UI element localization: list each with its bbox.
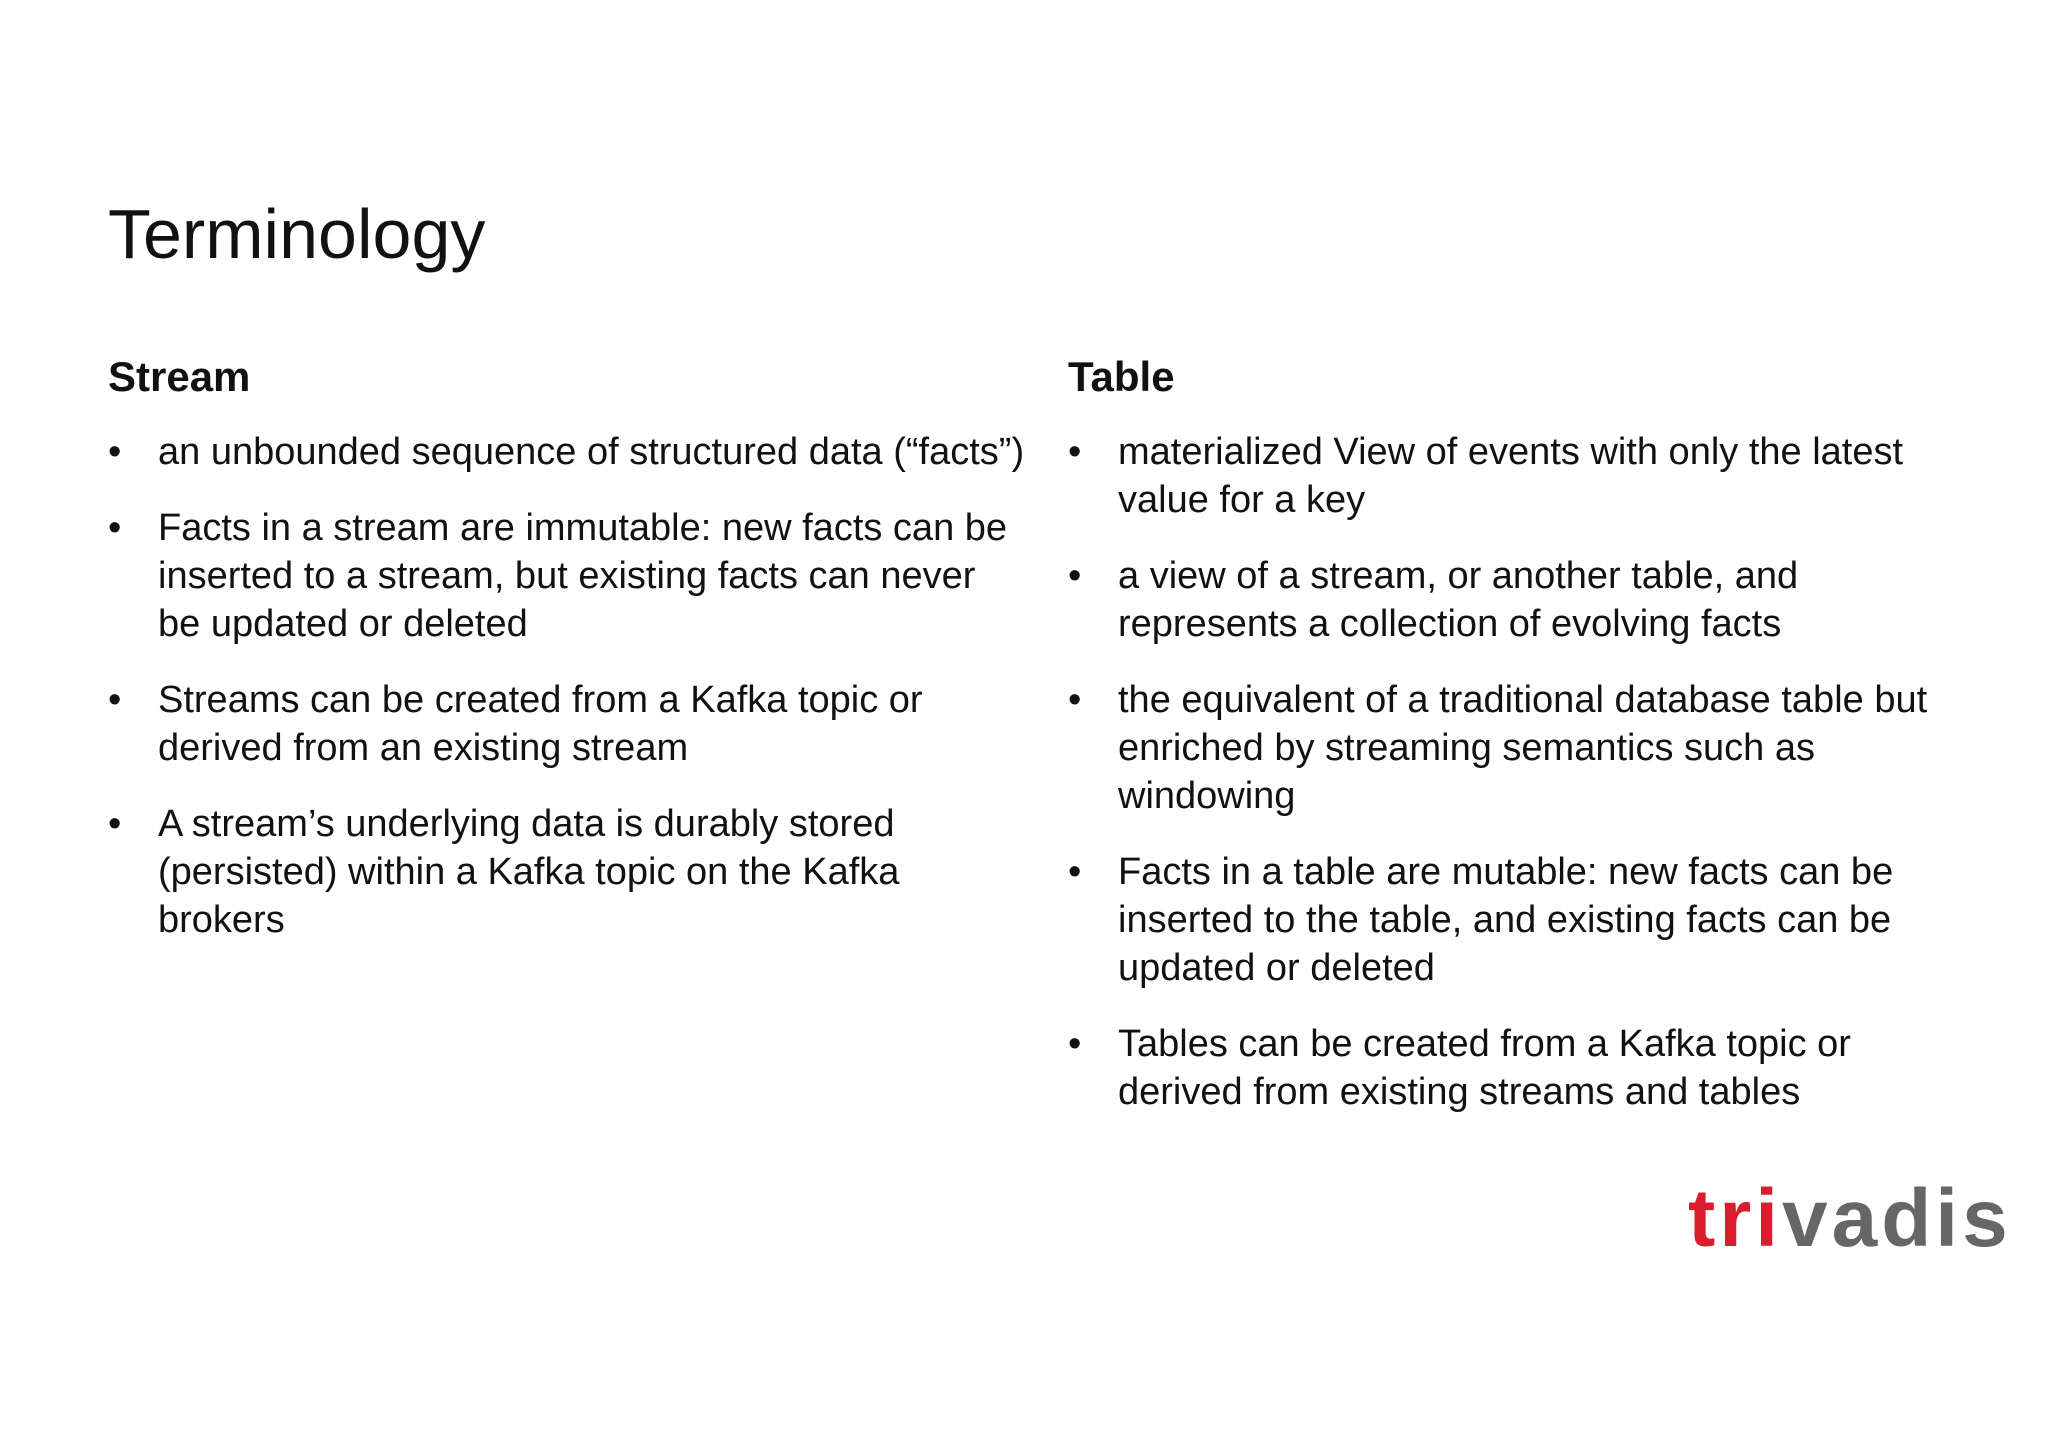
list-item xyxy=(1068,848,1968,992)
table-column xyxy=(1068,352,1968,1144)
list-item xyxy=(108,504,1028,648)
page-title: Terminology xyxy=(108,195,486,273)
list-item-text: Tables can be created from a Kafka topic or derived from existing streams and tables xyxy=(1118,1023,1851,1114)
list-item-text: the equivalent of a traditional database table but enriched by streaming semantics such as windowing xyxy=(1118,679,1928,818)
trivadis-logo xyxy=(1688,1173,2012,1264)
bullet-icon: • xyxy=(1068,1023,1082,1066)
bullet-icon: • xyxy=(108,431,122,474)
bullet-icon: • xyxy=(1068,555,1082,598)
list-item-text: a view of a stream, or another table, and represents a collection of evolving facts xyxy=(1118,555,1799,646)
stream-heading: Stream xyxy=(108,353,251,400)
list-item-text: A stream’s underlying data is durably stored (persisted) within a Kafka topic on the Kafka brokers xyxy=(158,803,900,942)
table-list xyxy=(1068,428,1968,1116)
list-item xyxy=(1068,1020,1968,1116)
list-item xyxy=(1068,552,1968,648)
logo-part-red: tri xyxy=(1688,1173,1782,1264)
list-item xyxy=(1068,428,1968,524)
list-item xyxy=(108,800,1028,944)
list-item-text: Facts in a table are mutable: new facts can be inserted to the table, and existing facts can be updated or deleted xyxy=(1118,851,1894,990)
list-item-text: Streams can be created from a Kafka topic or derived from an existing stream xyxy=(158,679,923,770)
table-heading: Table xyxy=(1068,353,1175,400)
bullet-icon: • xyxy=(1068,851,1082,894)
list-item-text: materialized View of events with only the latest value for a key xyxy=(1118,431,1904,522)
bullet-icon: • xyxy=(1068,431,1082,474)
bullet-icon: • xyxy=(108,507,122,550)
list-item xyxy=(108,428,1028,476)
logo-part-gray: vadis xyxy=(1782,1173,2012,1264)
list-item-text: an unbounded sequence of structured data (“facts”) xyxy=(158,431,1025,474)
list-item xyxy=(1068,676,1968,820)
list-item xyxy=(108,676,1028,772)
stream-column xyxy=(108,352,1028,972)
stream-list xyxy=(108,428,1028,944)
bullet-icon: • xyxy=(1068,679,1082,722)
bullet-icon: • xyxy=(108,803,122,846)
bullet-icon: • xyxy=(108,679,122,722)
list-item-text: Facts in a stream are immutable: new facts can be inserted to a stream, but existing facts can never be updated or deleted xyxy=(158,507,1008,646)
